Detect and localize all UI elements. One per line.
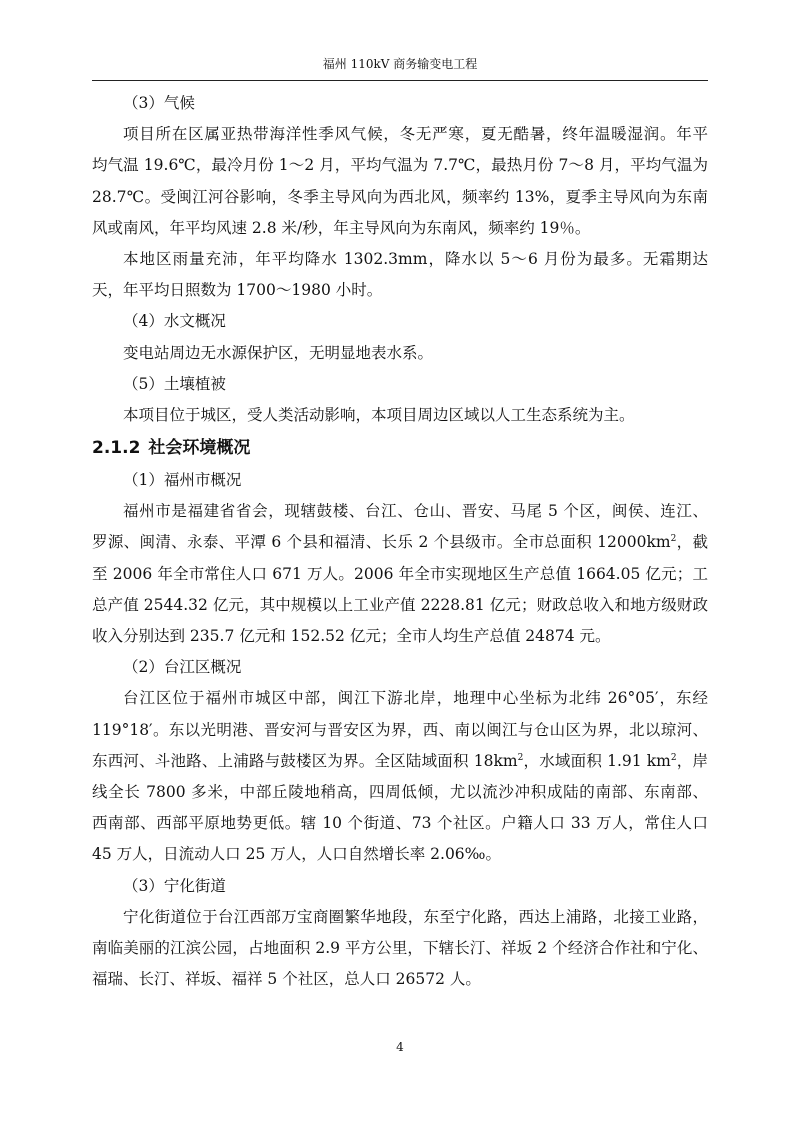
subheading-ninghua: （3）宁化街道 [123, 876, 226, 895]
paragraph-line: 线全长 7800 多米，中部丘陵地稍高，四周低倾，尤以流沙冲积成陆的南部、东南部、 [92, 782, 708, 801]
paragraph-line: 南临美丽的江滨公园，占地面积 2.9 平方公里，下辖长汀、祥坂 2 个经济合作社和宁化、 [92, 938, 708, 957]
paragraph-line: 福瑞、长汀、祥坂、福祥 5 个社区，总人口 26572 人。 [92, 970, 481, 989]
header-divider [92, 80, 708, 81]
superscript: 2 [670, 752, 677, 763]
paragraph-line: 风或南风，年平均风速 2.8 米/秒，年主导风向为东南风，频率约 19％。 [92, 218, 591, 237]
paragraph-line: 收入分别达到 235.7 亿元和 152.52 亿元；全市人均生产总值 24874 元。 [92, 627, 611, 645]
paragraph-line: 西南部、西部平原地势更低。辖 10 个街道、73 个社区。户籍人口 33 万人，常住人口 [92, 814, 708, 833]
paragraph-line: 45 万人，日流动人口 25 万人，人口自然增长率 2.06‰。 [92, 845, 501, 864]
paragraph-line: 本地区雨量充沛，年平均降水 1302.3mm，降水以 5～6 月份为最多。无霜期达 [123, 249, 708, 268]
page-number: 4 [396, 1040, 404, 1054]
paragraph-line: 罗源、闽清、永泰、平潭 6 个县和福清、长乐 2 个县级市。全市总面积 $12000km^2$，截 [92, 533, 708, 552]
subheading-hydrology: （4）水文概况 [123, 312, 226, 331]
subheading-soil: （5）土壤植被 [123, 374, 226, 393]
paragraph-line: 总产值 2544.32 亿元，其中规模以上工业产值 2228.81 亿元；财政总收入和地方级财政 [92, 595, 708, 614]
paragraph-line: 本项目位于城区，受人类活动影响，本项目周边区域以人工生态系统为主。 [123, 405, 635, 424]
paragraph-line: 28.7℃。受闽江河谷影响，冬季主导风向为西北风，频率约 13%，夏季主导风向为东南 [92, 187, 708, 206]
superscript: 2 [517, 752, 524, 763]
paragraph-line: 宁化街道位于台江西部万宝商圈繁华地段，东至宁化路，西达上浦路，北接工业路， [123, 907, 708, 926]
section-heading [92, 431, 708, 465]
superscript: 2 [670, 534, 677, 545]
subheading-taijiang: （2）台江区概况 [123, 658, 242, 677]
paragraph-line: 119°18′。东以光明港、晋安河与晋安区为界，西、南以闽江与仓山区为界，北以琼河、 [92, 720, 708, 739]
subheading-fuzhou: （1）福州市概况 [123, 471, 242, 490]
paragraph-line: 至 2006 年全市常住人口 671 万人。2006 年全市实现地区生产总值 1664.05 亿元；工 [92, 564, 708, 583]
paragraph-line: 福州市是福建省省会，现辖鼓楼、台江、仓山、晋安、马尾 5 个区，闽侯、连江、 [123, 502, 708, 521]
section-number: 2.1.2 [92, 438, 141, 459]
paragraph-line: 东西河、斗池路、上浦路与鼓楼区为界。全区陆域面积 $18km^2$，水域面积 1.91 $km^2$，岸 [92, 751, 708, 770]
paragraph-line: 均气温 19.6℃，最冷月份 1～2 月，平均气温为 7.7℃，最热月份 7～8 月，平均气温为 [92, 156, 708, 175]
paragraph-line: 台江区位于福州市城区中部，闽江下游北岸，地理中心坐标为北纬 26°05′，东经 [123, 689, 708, 708]
paragraph-line: 天，年平均日照数为 1700～1980 小时。 [92, 281, 383, 300]
document-body [92, 88, 708, 995]
paragraph-line: 项目所在区属亚热带海洋性季风气候，冬无严寒，夏无酷暑，终年温暖湿润。年平 [123, 125, 708, 144]
subheading-climate: （3）气候 [123, 94, 195, 112]
page-header: 福州 110kV 商务输变电工程 [322, 57, 478, 71]
section-title: 社会环境概况 [148, 438, 251, 459]
paragraph-line: 变电站周边无水源保护区，无明显地表水系。 [123, 343, 434, 362]
